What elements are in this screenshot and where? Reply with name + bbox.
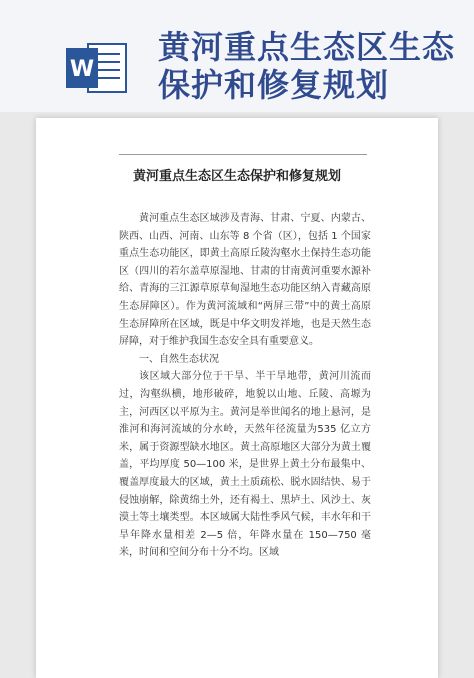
document-title: 黄河重点生态区生态保护和修复规划 <box>132 169 341 184</box>
document-page <box>36 118 438 678</box>
word-logo-letter: W <box>69 57 95 82</box>
banner-title: 黄河重点生态区生态保护和修复规划 <box>158 28 456 104</box>
document-body <box>119 210 371 562</box>
header-rule <box>119 154 367 155</box>
paragraph-nature: 该区域大部分位于干旱、半干旱地带，黄河川流而过，沟壑纵横，地形破碎，地貌以山地、丘陵、高塬为主，河西区以平原为主。黄河是举世闻名的地上悬河，是淮河和海河流域的分水岭，天然年径流量为535 亿立方米，属于资源型缺水地区。黄土高原地区大部分为黄土覆盖，平均厚度 50—100 米，是世界上黄土分布最集中、覆盖厚度最大的区域，黄土土质疏松、脱水固结快、易于侵蚀崩解，除黄绵土外，还有褐土、黑垆土、风沙土、灰漠土等土壤类型。本区域属大陆性季风气候，丰水年和干旱年降水量相差 2—5 倍，年降水量在 150—750 毫米，时间和空间分布十分不均。区域 <box>119 371 371 559</box>
word-document-icon <box>66 40 128 96</box>
paragraph-intro: 黄河重点生态区域涉及青海、甘肃、宁夏、内蒙古、陕西、山西、河南、山东等 8 个省（区），包括 1 个国家重点生态功能区，即黄土高原丘陵沟壑水土保持生态功能区（四川的若尔盖草原湿地、甘肃的甘南黄河重要水源补给、青海的三江源草原草甸湿地生态功能区纳入青藏高原生态屏障区）。作为黄河流域和“两屏三带”中的黄土高原生态屏障所在区域，既是中华文明发祥地，也是天然生态屏障，对于维护我国生态安全具有重要意义。 <box>119 213 371 348</box>
section-heading: 一、自然生态状况 <box>139 353 219 365</box>
banner <box>0 0 474 112</box>
